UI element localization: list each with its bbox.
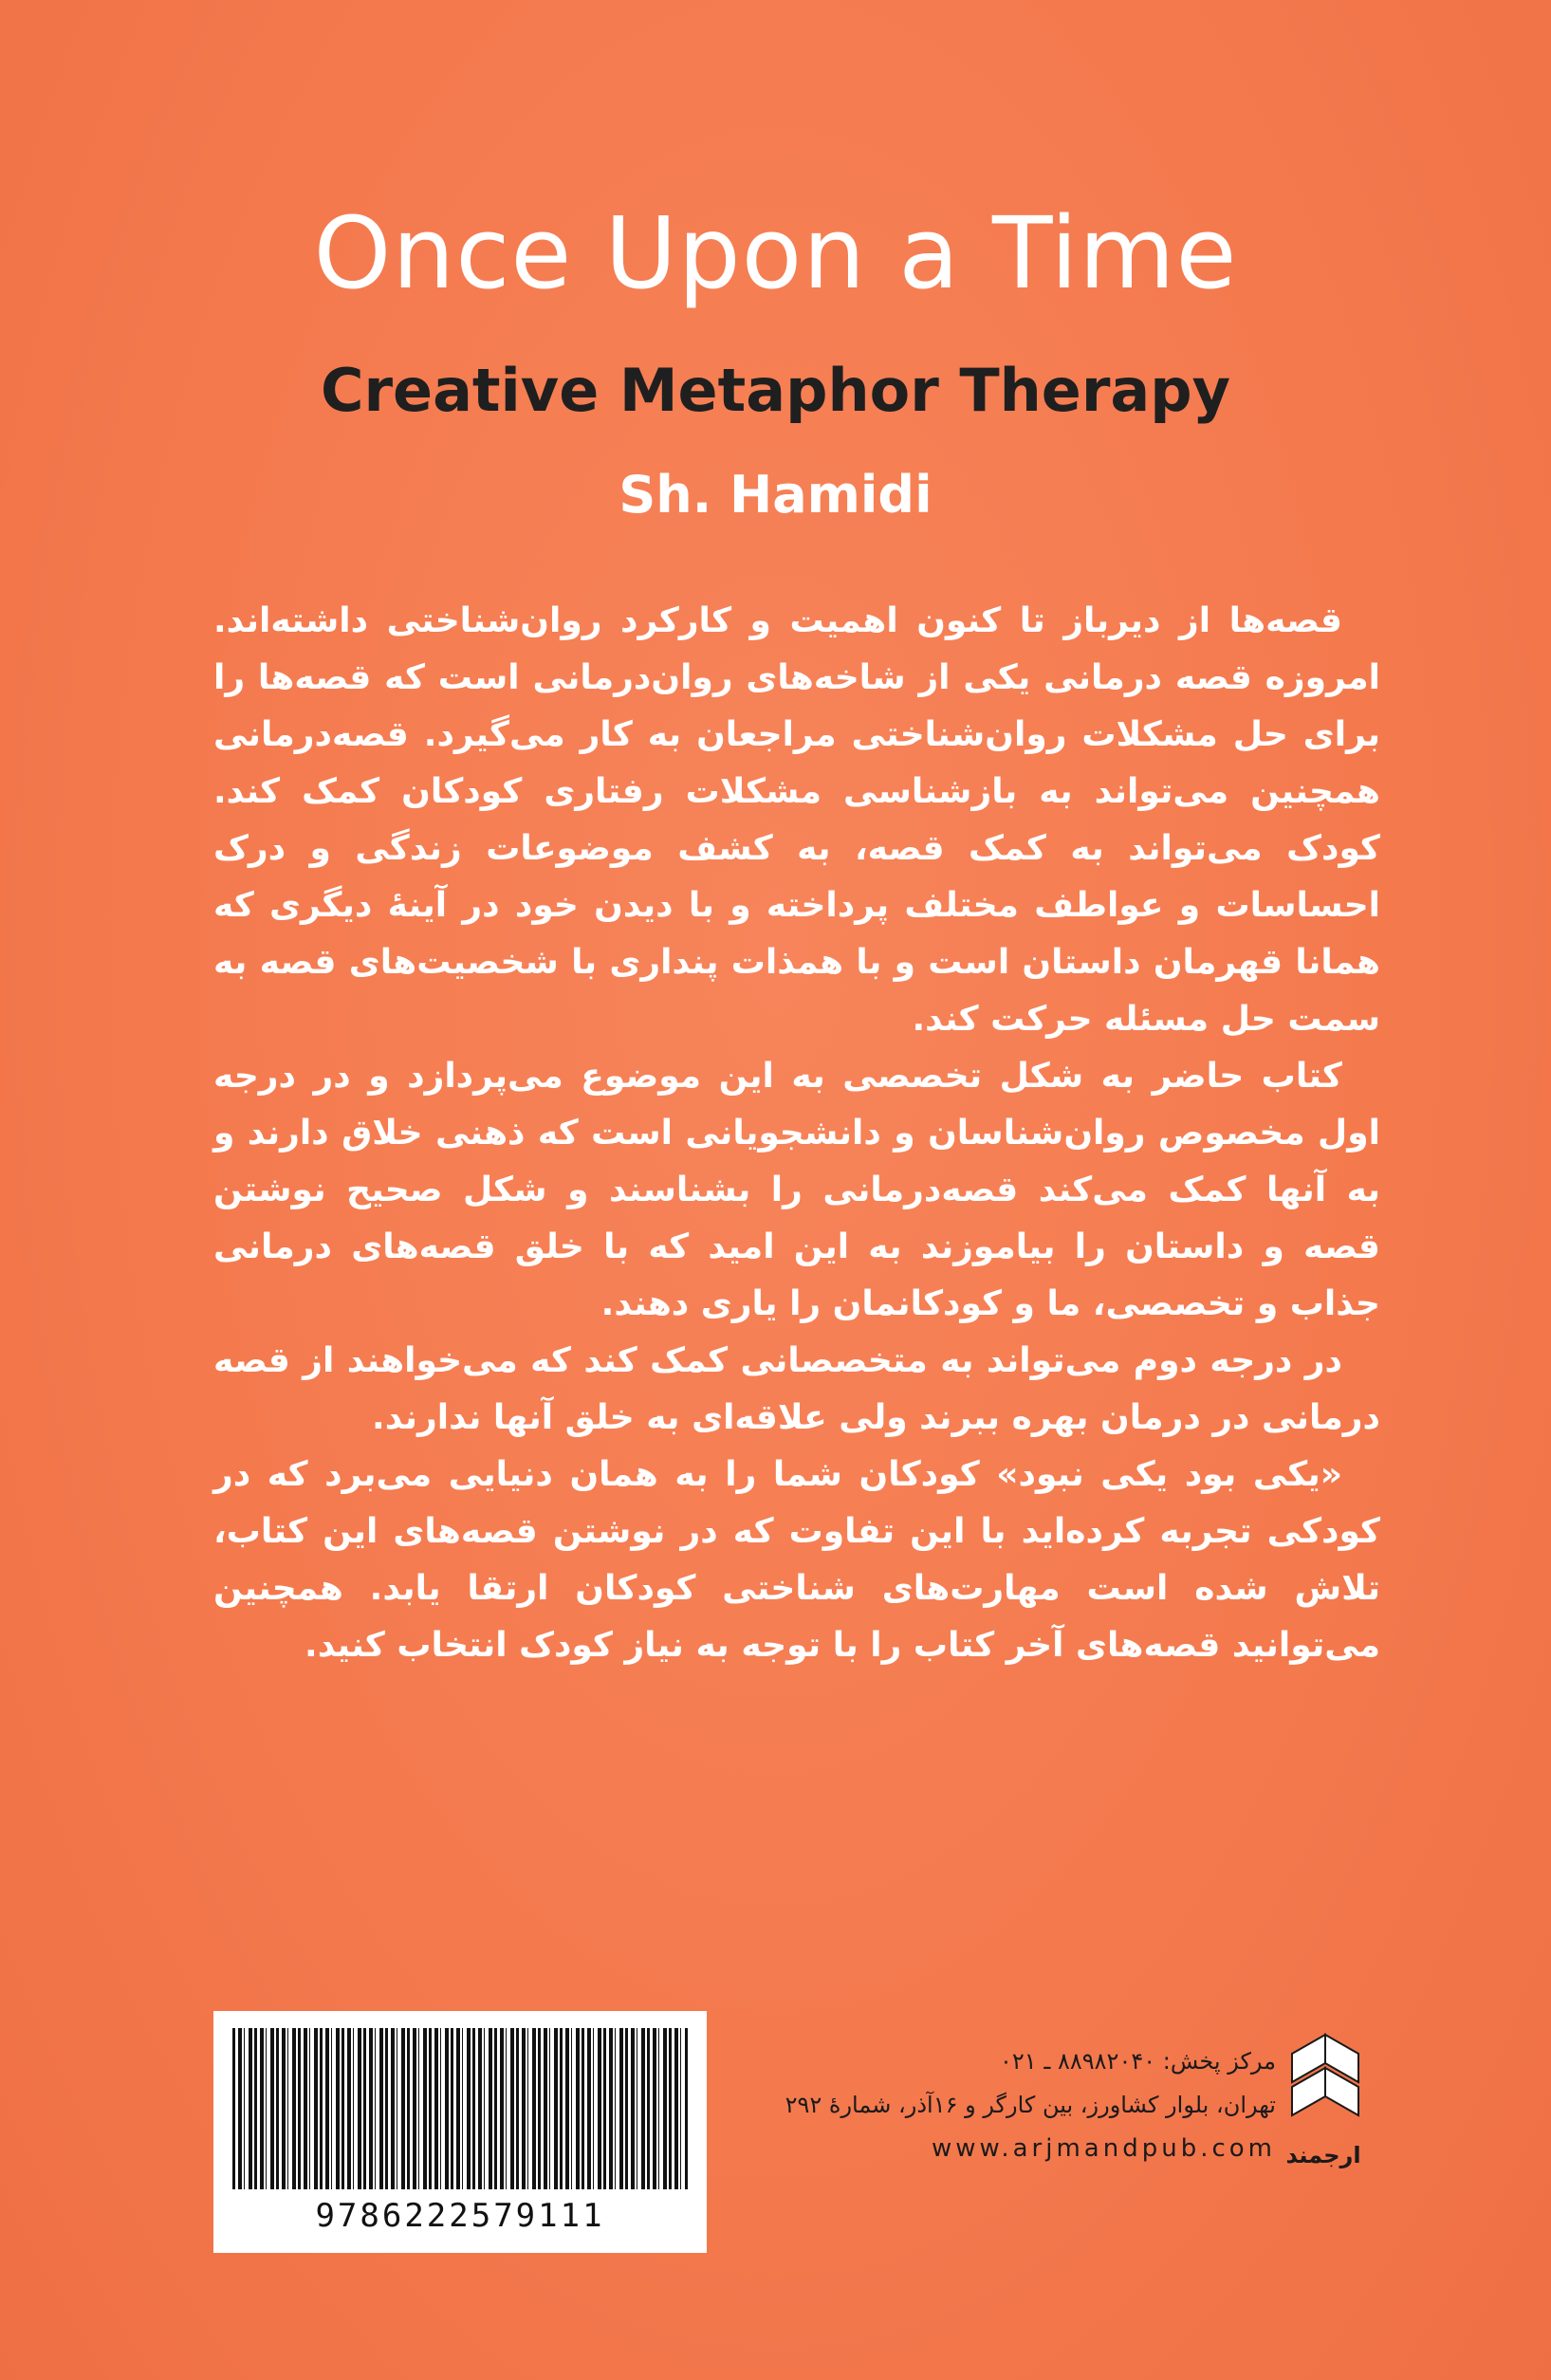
publisher-info	[745, 2039, 1276, 2170]
publisher-logo-icon	[1283, 2025, 1368, 2139]
distribution-phone: مرکز پخش: ۸۸۹۸۲۰۴۰ ـ ۰۲۱	[1000, 2048, 1276, 2075]
publisher-address: تهران، بلوار کشاورز، بین کارگر و ۱۶آذر، شمارهٔ ۲۹۲	[785, 2092, 1276, 2118]
blurb-paragraph-1: قصه‌ها از دیرباز تا کنون اهمیت و کارکرد روان‌شناختی داشته‌اند. امروزه قصه درمانی یکی از شاخه‌های روان‌درمانی است که قصه‌ها را برای حل مشکلات روان‌شناختی مراجعان به کار می‌گیرد. قصه‌درمانی همچنین می‌تواند به بازشناسی مشکلات رفتاری کودکان کمک کند. کودک می‌تواند به کمک قصه، به کشف موضوعات زندگی و درک احساسات و عواطف مختلف پرداخته و با دیدن خود در آینهٔ دیگری که همانا قهرمان داستان است و با همذات پنداری با شخصیت‌های قصه به سمت حل مسئله حرکت کند.	[213, 601, 1380, 1039]
book-author: Sh. Hamidi	[619, 465, 932, 525]
book-subtitle: Creative Metaphor Therapy	[320, 356, 1231, 425]
publisher-logo-name: ارجمند	[1285, 2142, 1361, 2168]
barcode-bars	[232, 2028, 688, 2189]
book-title: Once Upon a Time	[313, 195, 1238, 311]
blurb-paragraph-3: در درجه دوم می‌تواند به متخصصانی کمک کند که می‌خواهند از قصه درمانی در درمان بهره ببرند ولی علاقه‌ای به خلق آنها ندارند.	[213, 1341, 1380, 1437]
blurb-paragraph-2: کتاب حاضر به شکل تخصصی به این موضوع می‌پردازد و در درجه اول مخصوص روان‌شناسان و دانشجویانی است که ذهنی خلاق دارند و به آنها کمک می‌کند قصه‌درمانی را بشناسند و شکل صحیح نوشتن قصه و داستان را بیاموزند به این امید که با خلق قصه‌های درمانی جذاب و تخصصی، ما و کودکانمان را یاری دهند.	[213, 1057, 1380, 1323]
blurb-paragraph-4: «یکی بود یکی نبود» کودکان شما را به همان دنیایی می‌برد که در کودکی تجربه کرده‌اید با این تفاوت که در نوشتن قصه‌های این کتاب، تلاش شده است مهارت‌های شناختی کودکان ارتقا یابد. همچنین می‌توانید قصه‌های آخر کتاب را با توجه به نیاز کودک انتخاب کنید.	[213, 1455, 1380, 1665]
isbn-barcode	[213, 2011, 707, 2253]
blurb-text	[213, 593, 1380, 1674]
isbn-number: 9786222579111	[315, 2197, 605, 2235]
publisher-website: www.arjmandpub.com	[931, 2134, 1276, 2163]
